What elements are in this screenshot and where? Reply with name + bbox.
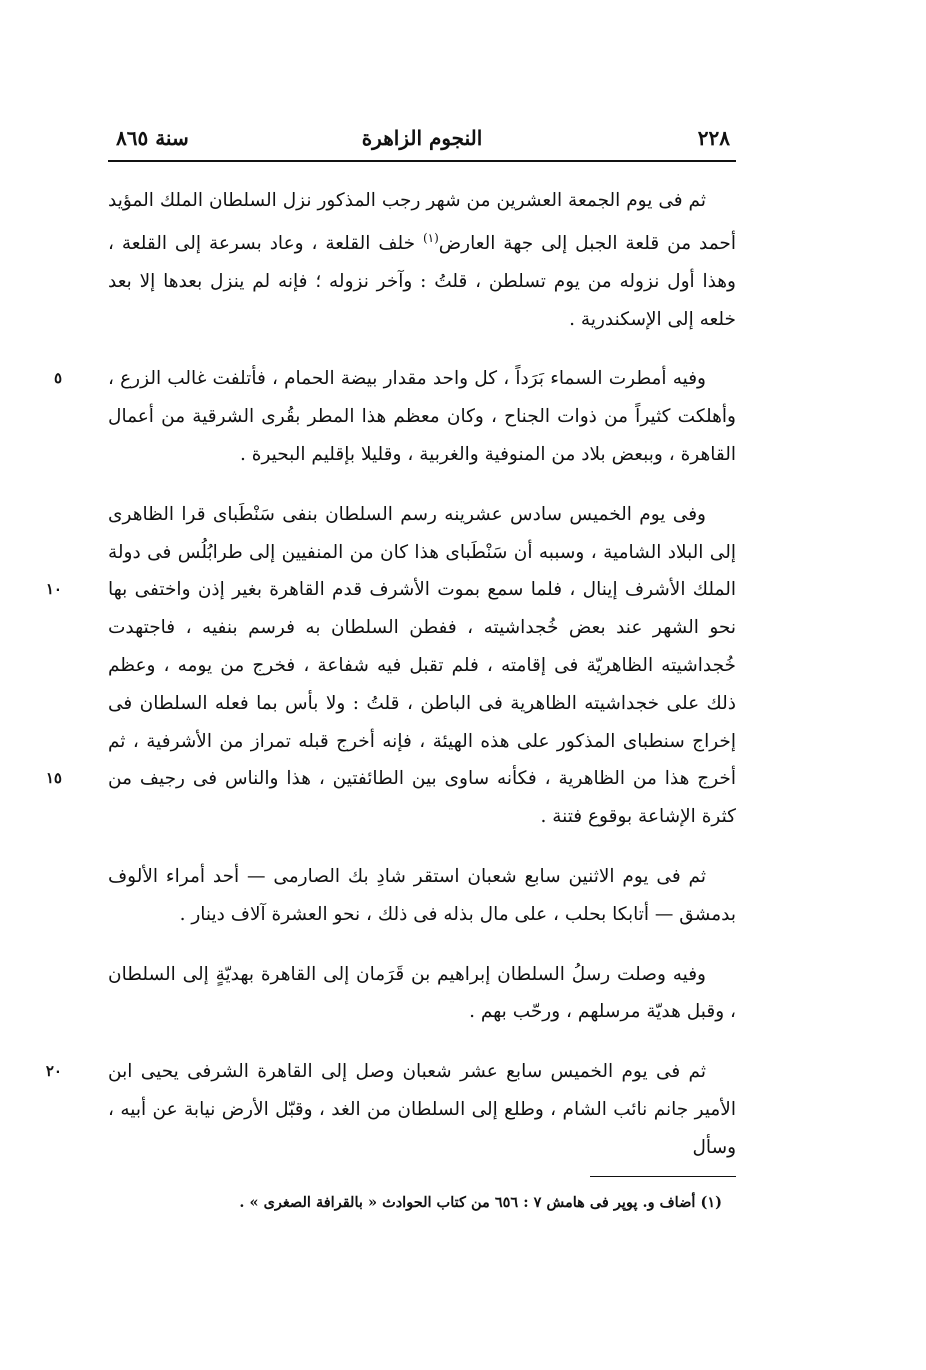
paragraph-5-text: وفيه وصلت رسلُ السلطان إبراهيم بن قَرَمان إلى القاهرة بهديّةٍ إلى السلطان ، وقبل هديّة مرسلهم ، ورحّب بهم . <box>108 963 736 1023</box>
paragraph-3 <box>45 496 736 836</box>
paragraph-2-text: وفيه أمطرت السماء بَرَداً ، كل واحد مقدار بيضة الحمام ، فأتلفت غالب الزرع ، وأهلكت كثيراً من ذوات الجناح ، وكان معظم هذا المطر بقُرى الشرقية من أعمال القاهرة ، وببعض بلاد من المنوفية والغربية ، وقليلا بإقليم البحيرة . <box>108 368 736 465</box>
line-number-15: ١٥ <box>45 769 62 788</box>
footnote-rule <box>590 1176 736 1177</box>
footnote: (١) أضاف و. پوپر فى هامش ٧ : ٦٥٦ من كتاب الحوادث « بالقرافة الصغرى » . <box>239 1194 722 1211</box>
paragraph-6 <box>45 1053 736 1166</box>
paragraph-2 <box>53 360 736 473</box>
line-number-10: ١٠ <box>45 580 62 599</box>
footnote-reference: (١) <box>422 230 439 245</box>
paragraph-6-text: ثم فى يوم الخميس سابع عشر شعبان وصل إلى القاهرة الشرفى يحيى ابن الأمير جانم نائب الشام ، وطلع إلى السلطان من الغد ، وقبّل الأرض نيابة عن أبيه ، وسأل <box>108 1061 736 1158</box>
running-header <box>108 122 736 158</box>
paragraph-1-text-a: ثم فى يوم الجمعة العشرين من شهر رجب المذكور نزل السلطان الملك المؤيد أحمد من قلعة الجبل إلى جهة العارض <box>108 190 736 254</box>
paragraph-5 <box>108 956 736 1032</box>
main-text <box>45 182 736 1188</box>
line-number-20: ٢٠ <box>45 1062 62 1081</box>
header-page-number: ٢٢٨ <box>697 126 730 150</box>
paragraph-4-text: ثم فى يوم الاثنين سابع شعبان استقر شادِ بك الصارمى — أحد أمراء الألوف بدمشق — أتابكا بحلب ، على مال بذله فى ذلك ، نحو العشرة آلاف دينار . <box>108 865 736 925</box>
paragraph-1-text-b: خلف القلعة ، وعاد بسرعة إلى القلعة ، وهذا أول نزوله من يوم تسلطن ، قلتُ : وآخر نزوله ؛ فإنه لم ينزل بعدها إلا بعد خلعه إلى الإسكندرية . <box>108 232 736 330</box>
paragraph-1 <box>108 182 736 338</box>
header-rule <box>108 160 736 162</box>
paragraph-3-text: وفى يوم الخميس سادس عشرينه رسم السلطان بنفى سَنْطَباى قرا الظاهرى إلى البلاد الشامية ، وسببه أن سَنْطَباى هذا كان من المنفيين إلى طرابُلُس فى دولة الملك الأشرف إينال ، فلما سمع بموت الأشرف قدم القاهرة بغير إذن واختفى بها نحو الشهر عند بعض خُجداشيته ، ففطن السلطان به فرسم بنفيه ، فاجتهدت خُجداشيته الظاهريّة فى إقامته ، فلم تقبل فيه شفاعة ، فخرج من يومه ، وعظم ذلك على خجداشيته الظاهرية فى الباطن ، قلتُ : ولا بأس بما فعله السلطان فى إخراج سنطباى المذكور على هذه الهيئة ، فإنه أخرج قبله تمراز من الأشرفية ، ثم أخرج هذا من الظاهرية ، فكأنه ساوى بين الطائفتين ، هذا والناس فى رجيف من كثرة الإشاعة بوقوع فتنة . <box>108 503 736 828</box>
header-book-title: النجوم الزاهرة <box>361 126 483 150</box>
header-year: سنة ٨٦٥ <box>116 126 189 150</box>
line-number-5: ٥ <box>53 369 62 388</box>
paragraph-4 <box>108 858 736 934</box>
